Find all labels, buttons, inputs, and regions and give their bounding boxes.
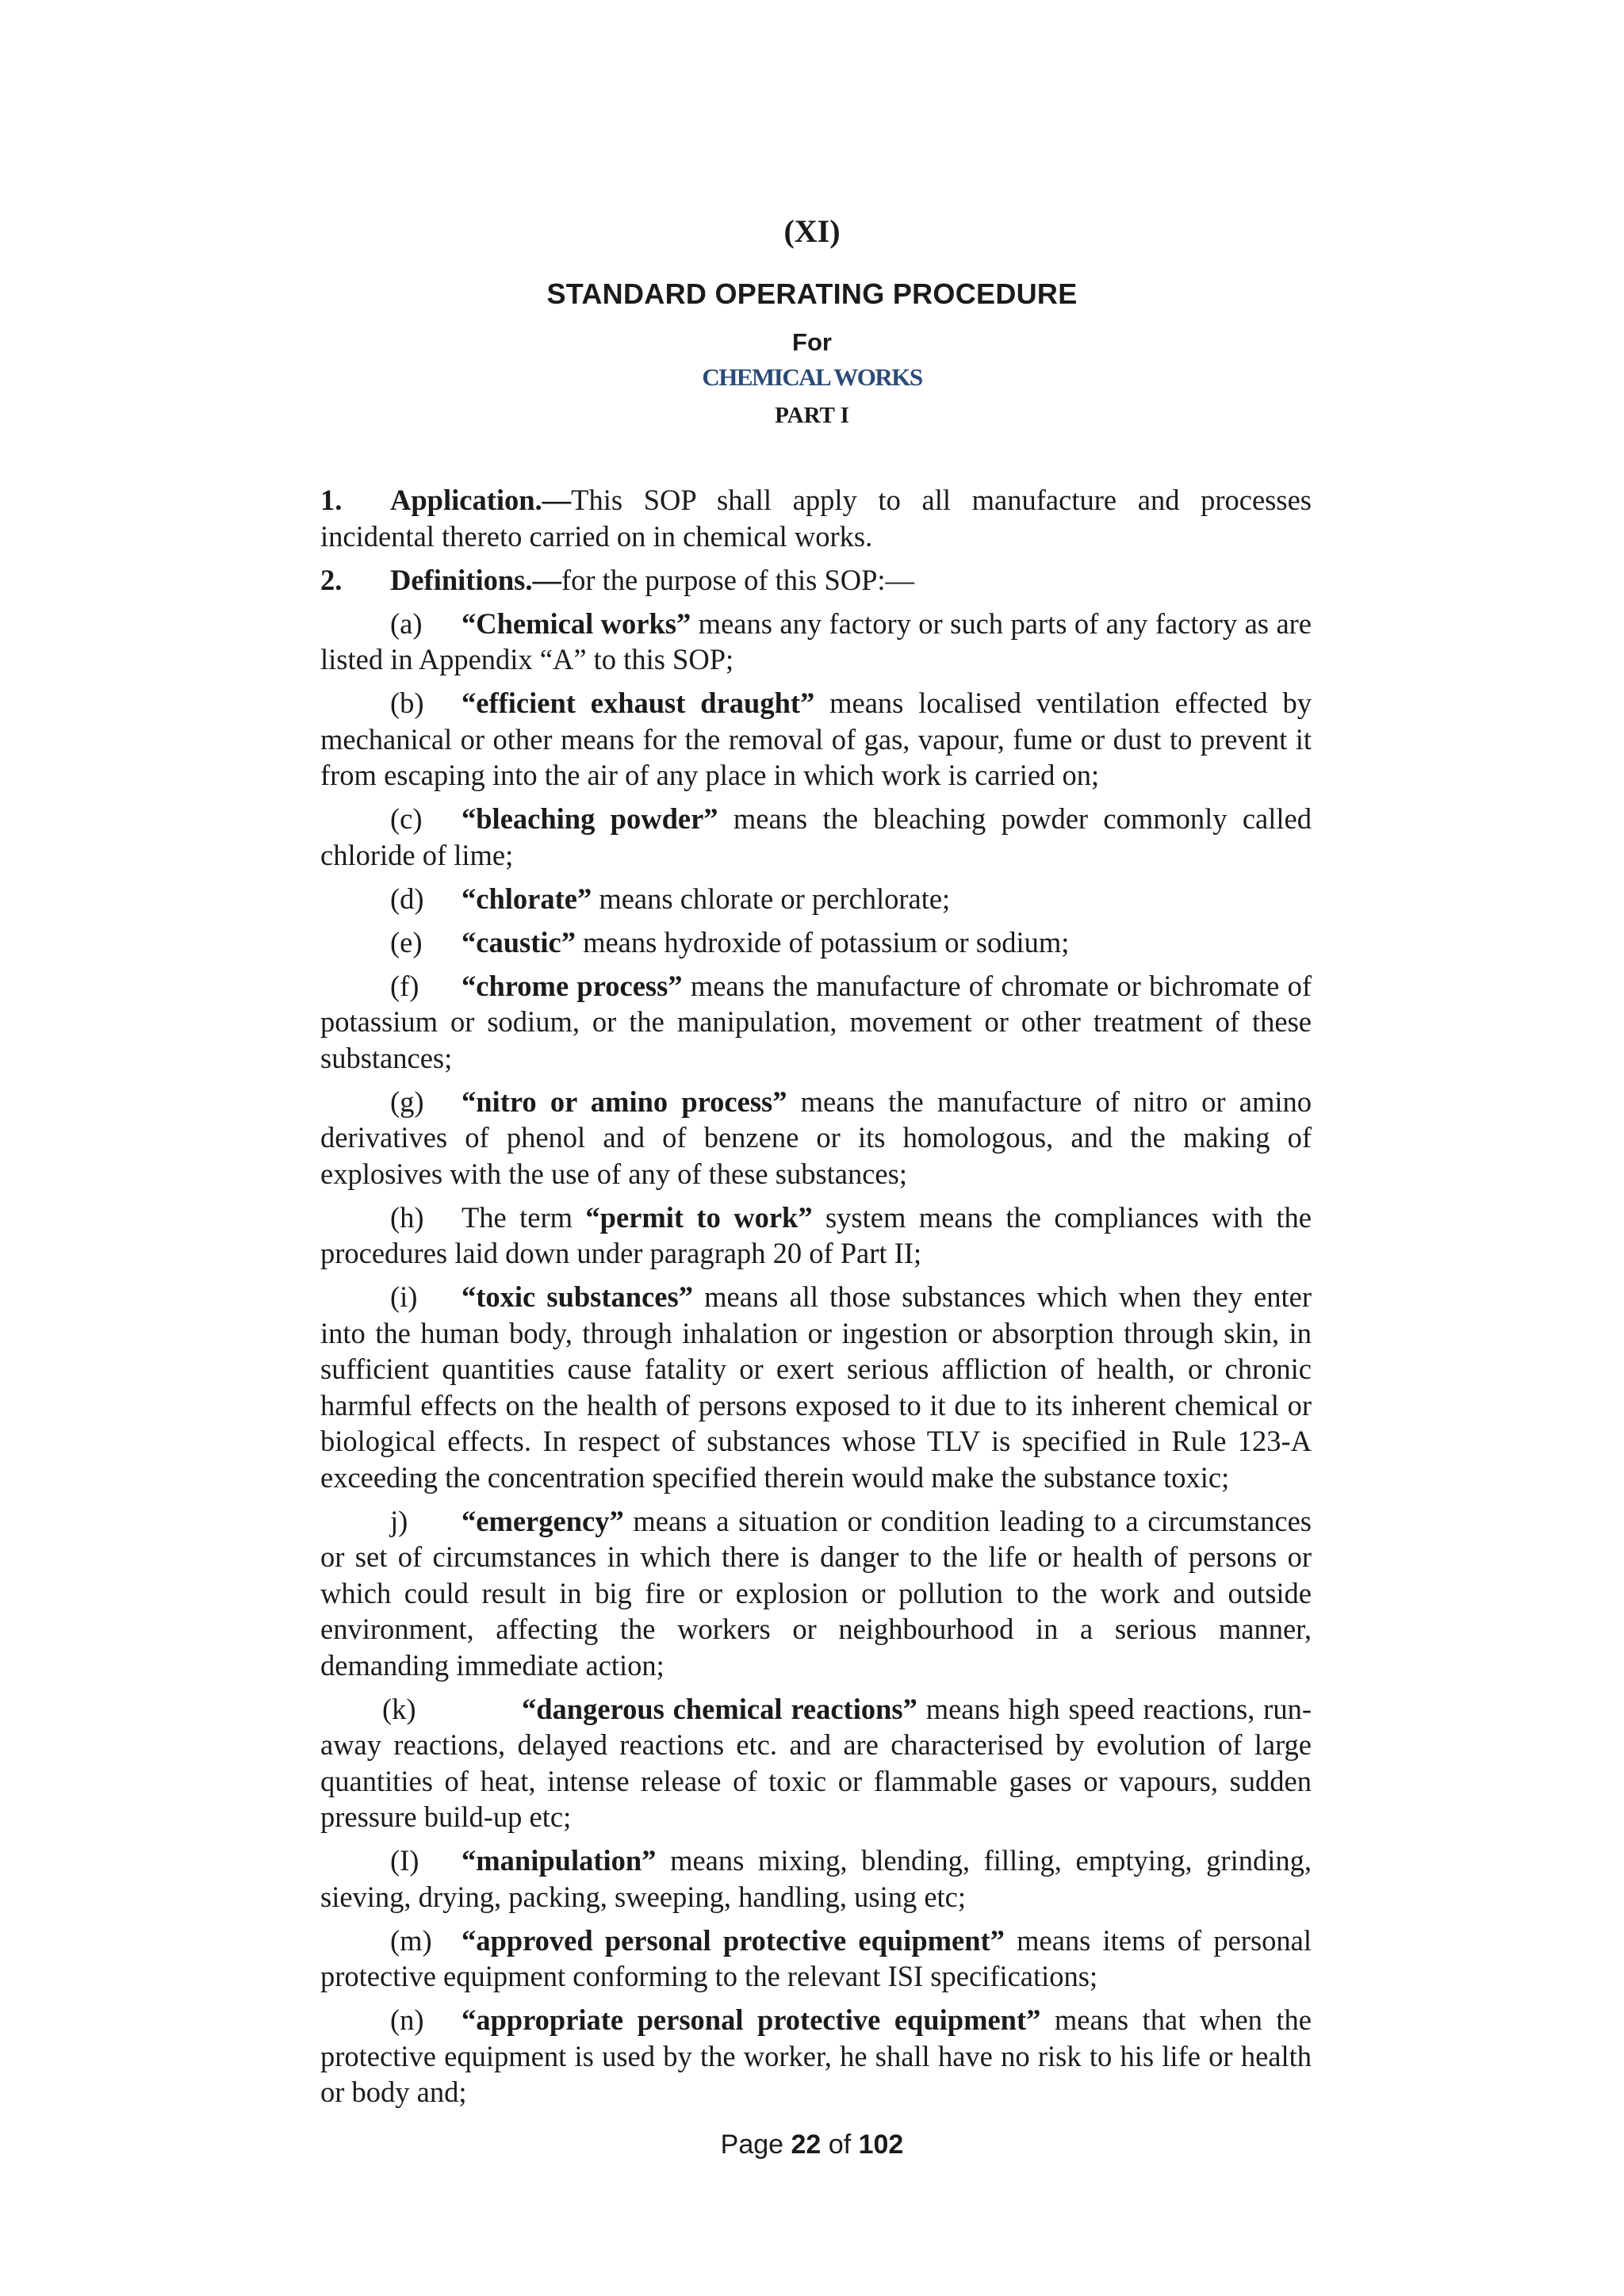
definition-term: “chlorate” <box>462 882 592 915</box>
definition-label: (a) <box>390 607 423 640</box>
section-heading: Application.— <box>390 484 572 516</box>
definition-i <box>320 1279 1312 1495</box>
definition-g <box>320 1084 1312 1192</box>
definition-text: means mixing, blending, filling, emptying, grinding, sieving, drying, packing, sweeping, handling, using etc; <box>320 1844 1312 1913</box>
definition-term: “Chemical works” <box>462 607 691 640</box>
definition-label: (I) <box>390 1844 419 1877</box>
definition-c <box>320 801 1312 873</box>
definition-text: means chlorate or perchlorate; <box>592 882 951 915</box>
definition-text: means hydroxide of potassium or sodium; <box>575 925 1070 959</box>
section-definitions <box>320 562 1312 599</box>
definition-label: (m) <box>390 1923 432 1957</box>
definition-pre: The term <box>462 1200 586 1234</box>
definition-label: (b) <box>390 687 424 719</box>
definition-term: “appropriate personal protective equipment” <box>462 2003 1041 2036</box>
definition-term: “efficient exhaust draught” <box>462 687 815 719</box>
definition-text: means the manufacture of chromate or bichromate of potassium or sodium, or the manipulation, movement or other treatment of these substances; <box>320 969 1312 1074</box>
definition-f <box>320 968 1312 1077</box>
document-title: STANDARD OPERATING PROCEDURE <box>546 277 1078 310</box>
definition-term: “bleaching powder” <box>462 802 718 835</box>
definition-term: “nitro or amino process” <box>462 1085 787 1118</box>
part-heading: PART I <box>775 403 849 428</box>
definition-label: (c) <box>390 802 423 835</box>
definition-label: (g) <box>390 1085 424 1118</box>
page-prefix: Page <box>720 2130 791 2160</box>
definition-term: “chrome process” <box>462 969 683 1002</box>
definition-label: (h) <box>390 1200 424 1234</box>
chapter-number: (XI) <box>783 213 841 249</box>
definition-term: “toxic substances” <box>462 1280 693 1313</box>
definition-n <box>320 2002 1312 2110</box>
definition-d <box>320 881 1312 917</box>
page-total: 102 <box>858 2130 904 2160</box>
definition-label: (n) <box>390 2003 424 2036</box>
title-for: For <box>792 328 832 356</box>
definition-text: system means the compliances with the procedures laid down under paragraph 20 of Part II; <box>320 1200 1312 1269</box>
section-text: This SOP shall apply to all manufacture and processes incidental thereto carried on in chemical works. <box>320 484 1312 553</box>
document-subject: CHEMICAL WORKS <box>702 363 922 391</box>
definition-text: means any factory or such parts of any factory as are listed in Appendix “A” to this SOP; <box>320 607 1312 675</box>
definition-text: means items of personal protective equipment conforming to the relevant ISI specifications; <box>320 1923 1312 1992</box>
definition-l <box>320 1843 1312 1915</box>
definition-label: (i) <box>390 1280 418 1313</box>
definition-k <box>320 1691 1312 1835</box>
definition-term: “caustic” <box>462 925 576 959</box>
section-heading: Definitions.— <box>390 563 561 596</box>
definition-label: (k) <box>382 1692 416 1725</box>
definition-text: means the manufacture of nitro or amino derivatives of phenol and of benzene or its homologous, and the making of explosives with the use of any of these substances; <box>320 1085 1312 1190</box>
definition-text: means a situation or condition leading to a circumstances or set of circumstances in which there is danger to the life or health of persons or which could result in big fire or explosion or pollution to the work and outside environment, affecting the workers or neighbourhood in a serious manner, demanding immediate action; <box>320 1504 1312 1682</box>
definition-term: “manipulation” <box>462 1844 657 1877</box>
definition-text: means localised ventilation effected by mechanical or other means for the removal of gas, vapour, fume or dust to prevent it from escaping into the air of any place in which work is carried on; <box>320 687 1312 791</box>
definition-a <box>320 606 1312 678</box>
definition-text: means the bleaching powder commonly called chloride of lime; <box>320 802 1312 871</box>
definition-term: “permit to work” <box>585 1200 813 1234</box>
definition-text: means all those substances which when they enter into the human body, through inhalation or ingestion or absorption through skin, in sufficient quantities cause fatality or exert serious affliction of health, or chronic harmful effects on the health of persons exposed to it due to its inherent chemical or biological effects. In respect of substances whose TLV is specified in Rule 123-A exceeding the concentration specified therein would make the substance toxic; <box>320 1280 1312 1494</box>
definition-label: (f) <box>390 969 419 1002</box>
definition-text: means high speed reactions, run-away reactions, delayed reactions etc. and are characterised by evolution of large quantities of heat, intense release of toxic or flammable gases or vapours, sudden pressure build-up etc; <box>320 1692 1312 1833</box>
page-of: of <box>821 2130 859 2160</box>
document-body <box>320 482 1312 2110</box>
definition-label: j) <box>390 1504 408 1537</box>
definition-b <box>320 685 1312 794</box>
definition-term: “dangerous chemical reactions” <box>522 1692 917 1725</box>
definition-label: (d) <box>390 882 424 915</box>
definition-e <box>320 924 1312 961</box>
section-text: for the purpose of this SOP:— <box>561 563 915 596</box>
section-application <box>320 482 1312 554</box>
page-footer <box>0 2130 1624 2160</box>
definition-term: “approved personal protective equipment” <box>462 1923 1005 1957</box>
definition-text: means that when the protective equipment is used by the worker, he shall have no risk to his life or health or body and; <box>320 2003 1312 2108</box>
definition-term: “emergency” <box>462 1504 624 1537</box>
section-number: 2. <box>320 563 343 596</box>
definition-label: (e) <box>390 925 423 959</box>
definition-m <box>320 1923 1312 1995</box>
definition-h <box>320 1200 1312 1272</box>
definition-j <box>320 1503 1312 1684</box>
page-current: 22 <box>791 2130 822 2160</box>
section-number: 1. <box>320 484 343 516</box>
